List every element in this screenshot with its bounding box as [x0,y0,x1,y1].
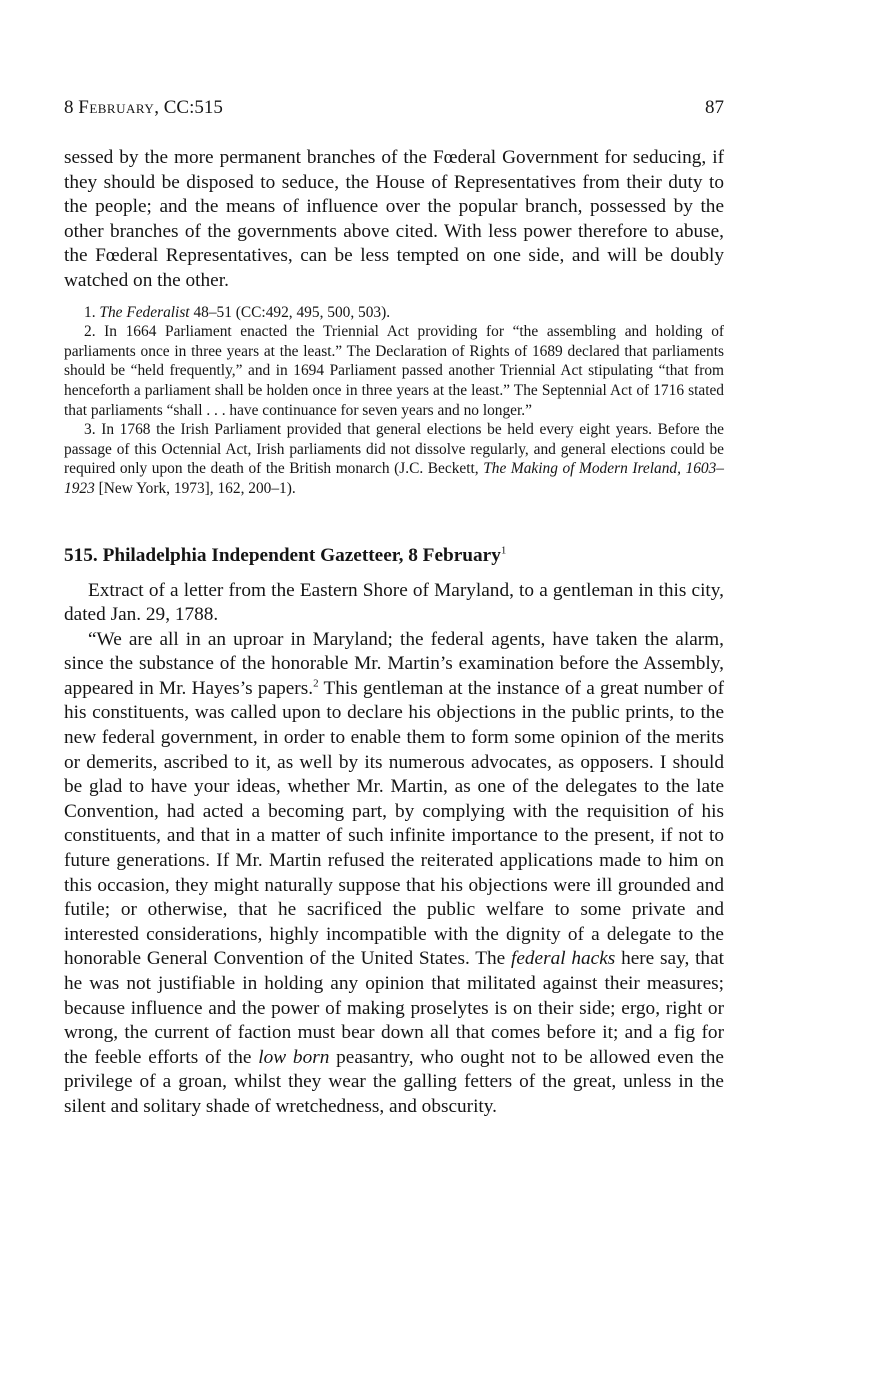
continuation-text [64,146,724,294]
running-head-month: February [78,97,155,118]
page-number: 87 [705,97,724,118]
section-title-text: 515. Philadelphia Independent Gazetteer, 8 February [64,544,501,566]
footnote-text: [New York, 1973], 162, 200–1). [94,479,296,497]
footnote-number: 2. [84,323,105,341]
letter-text: here say, that he was not justifiable in holding any opinion that militated against their measures; because influence and the power of making proselytes is on their side; ergo, right or wrong, the current of faction must bear down all that comes before it; and a fig for the feeble efforts of the [64,948,724,1068]
footnote-text: In 1768 the Irish Parliament provided that general elections be held every eight years. Before the passage of this Octennial Act, Irish parliaments did not dissolve regularly, and general elections could be required only upon the death of the British monarch (J.C. Beckett, [64,421,725,478]
section-heading [64,543,724,569]
letter-text: peasantry, who ought not to be allowed even the privilege of a groan, whilst they wear the galling fetters of the great, unless in the silent and solitary shade of wretchedness, and obscurity. [64,1046,724,1117]
document-page [64,96,724,1120]
letter-italic-phrase: federal hacks [510,948,616,970]
footnote-number: 1. [84,303,100,321]
letter-italic-phrase: low born [258,1046,330,1068]
continuation-paragraph: sessed by the more permanent branches of the Fœderal Government for seducing, if they should be disposed to seduce, the House of Representatives from their duty to the people; and the means of influence over the popular branch, possessed by the other branches of the governments above cited. With less power therefore to abuse, the Fœderal Representatives, can be less tempted on one side, and will be doubly watched on the other. [64,147,724,291]
letter-text: “We are all in an uproar in Maryland; the federal agents, have taken the alarm, since the substance of the honorable Mr. Martin’s examination before the Assembly, appeared in Mr. Hayes’s papers. [64,628,724,699]
footnote-2 [64,322,724,420]
running-head-day: 8 [64,97,79,118]
footnote-number: 3. [84,421,102,439]
footnotes [64,303,724,499]
running-head-doc-ref: , CC:515 [154,97,223,118]
footnote-text: 48–51 (CC:492, 495, 500, 503). [189,303,391,321]
letter-intro-paragraph: Extract of a letter from the Eastern Shore of Maryland, to a gentleman in this city, dated Jan. 29, 1788. [64,579,724,626]
section-body [64,579,724,1120]
letter-body-paragraph [64,628,724,1120]
running-head [64,96,724,120]
letter-text: This gentleman at the instance of a great number of his constituents, was called upon to declare his objections in the public prints, to the new federal government, in order to enable them to form some opinion of the merits or demerits, ascribed to it, as well by its numerous advocates, as opposers. I should be glad to have your ideas, whether Mr. Martin, as one of the delegates to the late Convention, had acted a becoming part, by complying with the requisition of his constituents, and that in a matter of such infinite importance to the present, if not to future generations. If Mr. Martin refused the reiterated applications made to him on this occasion, they might naturally suppose that his objections were ill grounded and futile; or otherwise, that he sacrificed the public welfare to some private and interested considerations, highly incompatible with the dignity of a delegate to the honorable General Convention of the United States. The [64,677,724,970]
footnote-3 [64,420,724,498]
footnote-text: In 1664 Parliament enacted the Triennial Act providing for “the assembling and holding of parliaments once in three years at the least.” The Declaration of Rights of 1689 declared that parliaments should be “held frequently,” and in 1694 Parliament passed another Triennial Act stipulating “that from henceforth a parliament shall be holden once in three years at the least.” The Septennial Act of 1716 stated that parliaments “shall . . . have continuance for seven years and no longer.” [64,323,725,419]
footnote-1 [64,303,724,323]
letter-note-ref: 2 [313,677,319,690]
running-head-date [64,96,223,120]
section-title-note-ref: 1 [500,544,507,557]
footnote-italic-title: The Federalist [99,303,190,321]
footnote-italic-title: The Making of Modern Ireland, 1603–1923 [64,460,724,497]
